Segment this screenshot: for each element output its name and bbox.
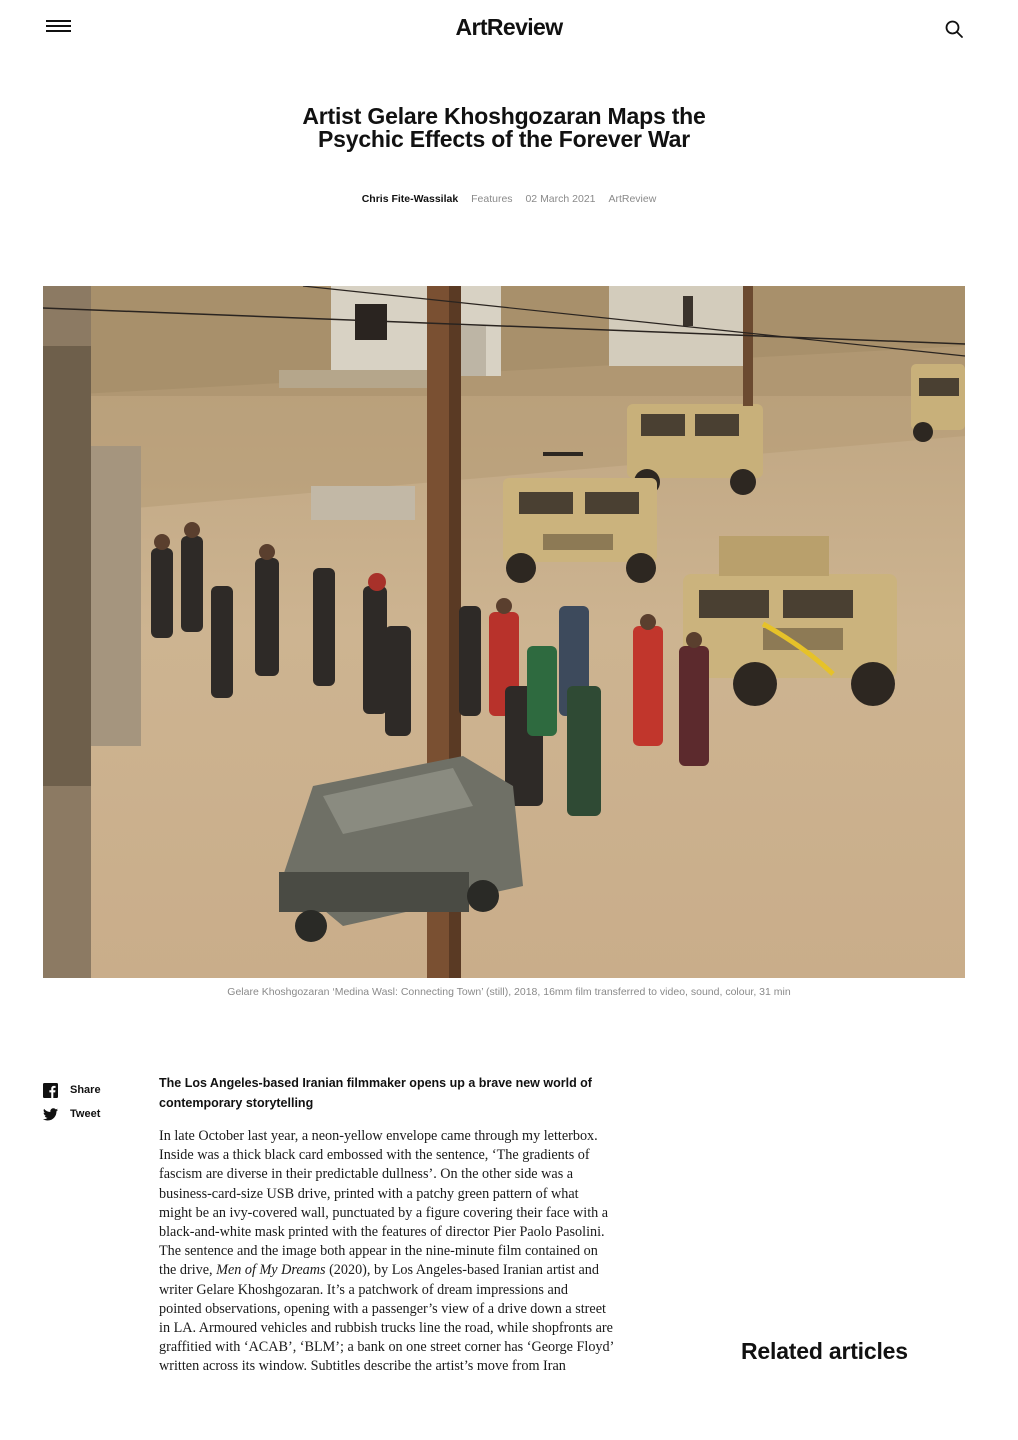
site-logo[interactable]: ArtReview bbox=[455, 14, 563, 40]
publication-name: ArtReview bbox=[608, 193, 657, 205]
share-links bbox=[43, 1079, 101, 1127]
article-standfirst: The Los Angeles-based Iranian filmmaker opens up a brave new world of contemporary storytelling bbox=[159, 1076, 592, 1110]
facebook-share-label: Share bbox=[70, 1084, 101, 1096]
publish-date: 02 March 2021 bbox=[525, 193, 596, 205]
twitter-share-button[interactable] bbox=[43, 1103, 101, 1125]
article-meta bbox=[0, 193, 1018, 205]
twitter-share-label: Tweet bbox=[70, 1108, 101, 1120]
body-text-part: In late October last year, a neon-yellow envelope came through my letterbox. Inside was a thick black card embossed with the sentence, ‘The gradients of fascism are diverse in their predictable dullness’. On the other side was a business-card-size USB drive, printed with a patchy green pattern of what might be an ivy-covered wall, punctuated by a figure covering their face with a black-and-white mask printed with the features of director Pier Paolo Pasolini. The sentence and the image both appear in the nine-minute film contained on the drive, bbox=[159, 1128, 609, 1279]
hero-caption: Gelare Khoshgozaran ‘Medina Wasl: Connecting Town’ (still), 2018, 16mm film transferred to video, sound, colour, 31 min bbox=[227, 986, 791, 998]
search-button[interactable] bbox=[944, 19, 964, 39]
related-articles-heading: Related articles bbox=[741, 1338, 908, 1364]
author-link[interactable]: Chris Fite-Wassilak bbox=[361, 193, 459, 205]
hero-image bbox=[43, 286, 965, 978]
twitter-icon bbox=[43, 1107, 58, 1122]
hero-illustration bbox=[43, 286, 965, 978]
search-icon bbox=[944, 19, 964, 39]
section-link[interactable]: Features bbox=[471, 193, 513, 205]
facebook-share-button[interactable] bbox=[43, 1079, 101, 1101]
article-title: Artist Gelare Khoshgozaran Maps the Psychic Effects of the Forever War bbox=[302, 103, 706, 152]
body-text-part: (2020), by Los Angeles-based Iranian artist and writer Gelare Khoshgozaran. It’s a patchwork of dream impressions and pointed observations, opening with a passenger’s view of a drive down a street in LA. Armoured vehicles and rubbish trucks line the road, while shopfronts are graffitied with ‘ACAB’, ‘BLM’; a bank on one street corner has ‘George Floyd’ written across its window. Subtitles describe the artist’s move from Iran bbox=[159, 1262, 614, 1375]
article-body bbox=[159, 1127, 614, 1377]
film-title: Men of My Dreams bbox=[216, 1262, 326, 1279]
facebook-icon bbox=[43, 1083, 58, 1098]
